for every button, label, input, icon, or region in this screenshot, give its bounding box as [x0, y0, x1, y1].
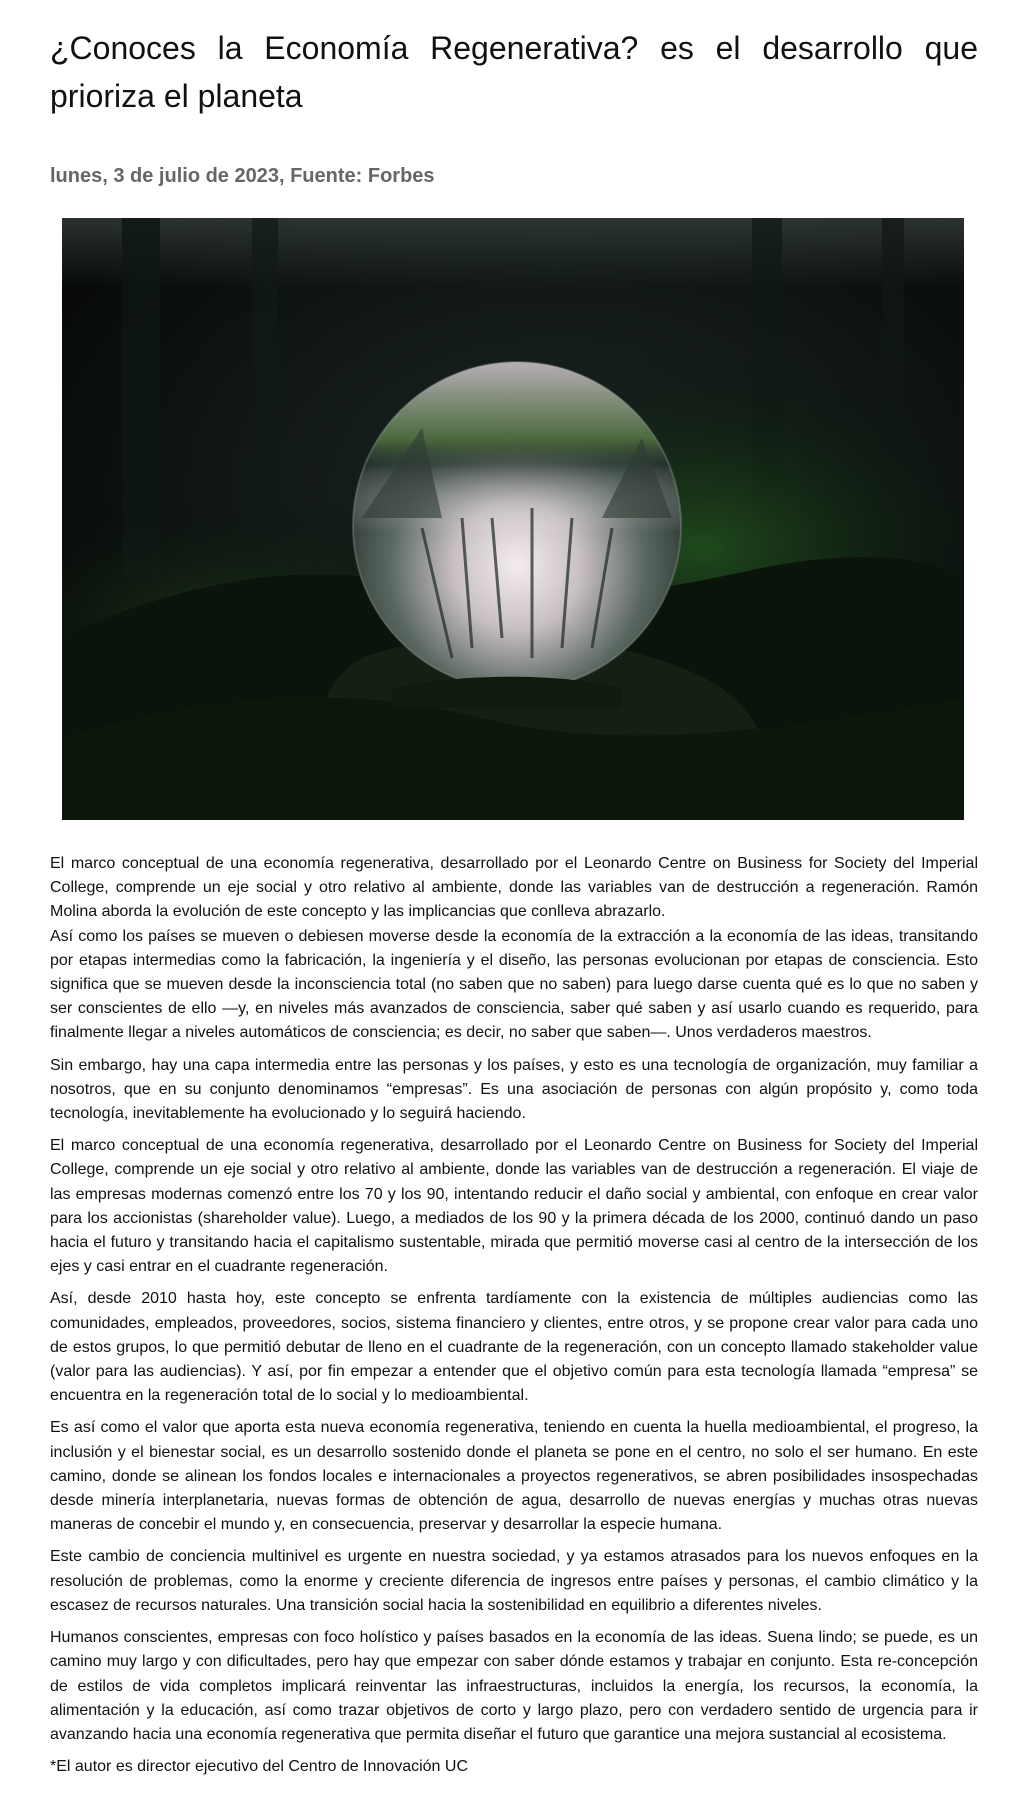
- article-paragraph: Humanos conscientes, empresas con foco holístico y países basados en la economía de las ideas. Suena lindo; se puede, es un camino muy largo y con dificultades, pero hay que empezar con saber dónde estamos y trabajar en conjunto. Esta re-concepción de estilos de vida completos implicará reinventar las infraestructuras, incluidos la energía, los recursos, la economía, la alimentación y la educación, así como trazar objetivos de corto y largo plazo, pero con verdadero sentido de urgencia para ir avanzando hacia una economía regenerativa que permita diseñar el futuro que garantice una mejora sustancial al ecosistema.: [50, 1629, 978, 1743]
- article-title: ¿Conoces la Economía Regenerativa? es el desarrollo que prioriza el planeta: [50, 30, 978, 114]
- article-paragraph: El marco conceptual de una economía regenerativa, desarrollado por el Leonardo Centre on Business for Society del Imperial College, comprende un eje social y otro relativo al ambiente, donde las variables van de destrucción a regeneración. El viaje de las empresas modernas comenzó entre los 70 y los 90, intentando reducir el daño social y ambiental, con enfoque en crear valor para los accionistas (shareholder value). Luego, a mediados de los 90 y la primera década de los 2000, continuó dando un paso hacia el futuro y transitando hacia el capitalismo sustentable, mirada que permitió moverse casi al centro de la intersección de los ejes y casi entrar en el cuadrante regeneración.: [50, 1137, 978, 1276]
- hero-image: [62, 218, 964, 820]
- article: [50, 0, 978, 1779]
- article-paragraph: Así como los países se mueven o debiesen moverse desde la economía de la extracción a la economía de las ideas, transitando por etapas intermedias como la fabricación, la ingeniería y el diseño, las personas evolucionan por etapas de consciencia. Esto significa que se mueven desde la inconsciencia total (no saben que no saben) para luego darse cuenta qué es lo que no saben y ser conscientes de ello —y, en niveles más avanzados de consciencia, saber qué saben y así usarlo cuando es requerido, para finalmente llegar a niveles automáticos de consciencia; es decir, no saber que saben—. Unos verdaderos maestros.: [50, 927, 978, 1042]
- article-dateline: lunes, 3 de julio de 2023, Fuente: Forbes: [50, 165, 435, 187]
- article-paragraph: Este cambio de conciencia multinivel es urgente en nuestra sociedad, y ya estamos atrasados para los nuevos enfoques en la resolución de problemas, como la enorme y creciente diferencia de ingresos entre países y personas, el cambio climático y la escasez de recursos naturales. Una transición social hacia la sostenibilidad en equilibrio a diferentes niveles.: [50, 1548, 978, 1614]
- author-note: *El autor es director ejecutivo del Centro de Innovación UC: [50, 1758, 468, 1776]
- article-paragraph: El marco conceptual de una economía regenerativa, desarrollado por el Leonardo Centre on Business for Society del Imperial College, comprende un eje social y otro relativo al ambiente, donde las variables van de destrucción a regeneración. Ramón Molina aborda la evolución de este concepto y las implicancias que conlleva abrazarlo.: [50, 855, 978, 921]
- article-paragraph: Es así como el valor que aporta esta nueva economía regenerativa, teniendo en cuenta la huella medioambiental, el progreso, la inclusión y el bienestar social, es un desarrollo sostenido donde el planeta se pone en el centro, no solo el ser humano. En este camino, donde se alinean los fondos locales e internacionales a proyectos regenerativos, se abren posibilidades insospechadas desde minería interplanetaria, nuevas formas de obtención de agua, desarrollo de nuevas energías y muchas otras nuevas maneras de concebir el mundo y, en consecuencia, preservar y desarrollar la especie humana.: [50, 1419, 978, 1534]
- article-body: [50, 852, 978, 1779]
- article-paragraph: Así, desde 2010 hasta hoy, este concepto se enfrenta tardíamente con la existencia de múltiples audiencias como las comunidades, empleados, proveedores, socios, sistema financiero y clientes, entre otros, y se propone crear valor para cada uno de estos grupos, lo que permitió debutar de lleno en el cuadrante de la regeneración, con un concepto llamado stakeholder value (valor para las audiencias). Y así, por fin empezar a entender que el objetivo común para esta tecnología llamada “empresa” se encuentra en la regeneración total de lo social y lo medioambiental.: [50, 1290, 978, 1405]
- article-paragraph: Sin embargo, hay una capa intermedia entre las personas y los países, y esto es una tecnología de organización, muy familiar a nosotros, que en su conjunto denominamos “empresas”. Es una asociación de personas con algún propósito y, como toda tecnología, inevitablemente ha evolucionado y lo seguirá haciendo.: [50, 1056, 978, 1123]
